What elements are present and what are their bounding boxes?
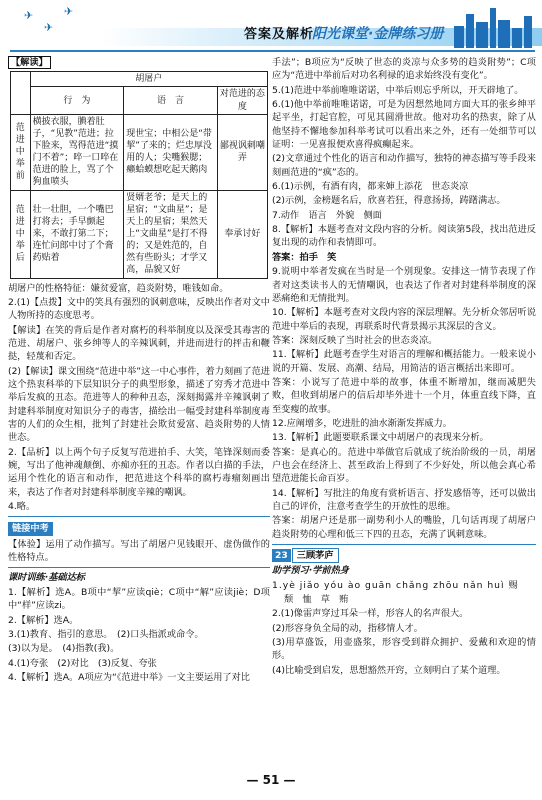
preview-label: 助学预习·学前热身 (272, 565, 349, 577)
text-paragraph: (2)示例，金榜题名后，欣喜若狂，得意扬扬，踌躇满志。 (272, 195, 506, 207)
text-paragraph: 3.(1)教育、指引的意思。 (2)口头指派或命令。 (8, 628, 204, 640)
table-row (11, 114, 268, 190)
text-paragraph: 手法”；B项应为“反映了世态的炎凉与众多势的趋炎附势”；C项应为“范进中举前后对功名利禄的追求始终没有变化”。 (272, 57, 536, 82)
section-divider (8, 516, 270, 517)
bird-icon: ✈ (64, 5, 74, 18)
text-paragraph: 5.(1)范进中举前唯唯诺诺，中举后则忘乎所以，开天辟地了。 (272, 84, 524, 96)
row-behavior: 壮一壮胆，一个嘴巴打将去；手早颤起来，不敢打第二下；连忙问郎中讨了个膏药贴着 (30, 190, 124, 278)
right-column (272, 56, 536, 678)
table-row (11, 190, 268, 278)
answer-text: 答案：拍手 笑 (272, 251, 337, 263)
text-paragraph: (3)用草盛饭，用壶盛浆，形容受到群众拥护、爱戴和欢迎的情形。 (272, 637, 536, 662)
row-speech: 现世宝；中相公是“带挈”了来的；烂忠厚没用的人；尖嘴猴腮；癞蛤蟆想吃起天鹅肉 (124, 114, 218, 190)
text-paragraph: 2.【解析】选A。 (8, 614, 79, 626)
text-paragraph: 2.(1)像雷声穿过耳朵一样，形容人的名声很大。 (272, 608, 469, 620)
header-title: 答案及解析 (244, 27, 315, 42)
text-paragraph: (3)以为是。 (4)指教(我)。 (8, 643, 120, 655)
row-label: 范进中举后 (11, 190, 31, 278)
answer-text: 答案：胡屠户还是那一副势利小人的嘴脸，几句话再现了胡屠户趋炎附势的心理和低三下四的丑态，充满了讽刺意味。 (272, 515, 536, 540)
link-exam-label: 链接中考 (8, 522, 53, 535)
lesson-number: 23 (272, 549, 291, 562)
section-divider (272, 544, 536, 545)
header-subtitle: 阳光课堂·金牌练习册 (312, 26, 444, 42)
section-divider (8, 567, 270, 568)
text-paragraph: (2)文章通过个性化的语言和动作描写，独特的神态描写等手段来刻画范进的“疯”态的。 (272, 153, 536, 178)
text-paragraph: 胡屠户的性格特征：嫌贫爱富，趋炎附势，唯钱如命。 (8, 282, 229, 294)
text-paragraph: (2)【解读】课文围绕“范进中举”这一中心事件，着力刻画了范进这个热衷科举的下层知识分子的典型形象，描述了穷秀才范进中举后发疯的丑态。范进等人的种种丑态，深刻揭露并辛辣讽刺了封建科举制度对知识分子的毒害，描绘出一幅受封建科举制度毒害的人们的众生相，批判了封建社会欺贫爱富、趋炎附势的人情世态。 (8, 365, 270, 444)
page-header (0, 0, 542, 50)
text-paragraph: 4.(1)夸张 (2)对比 (3)反复、夸张 (8, 657, 157, 669)
text-paragraph: (2)形容身负全局的动，指移情人才。 (272, 622, 423, 634)
text-paragraph: 13.【解析】此题要联系课文中胡屠户的表现来分析。 (272, 432, 489, 444)
text-paragraph: 12.应阐增多，吃进肚的油水渐渐发挥威力。 (272, 417, 452, 429)
table-corner (11, 72, 31, 114)
text-paragraph: 1.【解析】选A。B项中“挈”应读qiè；C项中“解”应读jiè；D项中“样”应读zi。 (8, 586, 270, 612)
text-paragraph: 8.【解析】本题考查对文段内容的分析。阅读第5段，找出范进反复出现的动作和表情即可。 (272, 224, 536, 249)
character-table (10, 71, 268, 278)
table-col-attitude: 对范进的态度 (217, 87, 267, 114)
text-paragraph: 7.动作 语言 外貌 侧面 (272, 209, 382, 221)
text-paragraph: 2.【品析】以上两个句子反复写范进拍手、大笑，笔锋深刻而委婉，写出了他神魂颠倒、亦痴亦狂的丑态。作者以白描的手法，运用个性化的语言和动作，把范进这个科举的腐朽毒瘤刻画出来，表达了作者对封建科举制度辛辣的嘲讽。 (8, 446, 270, 498)
interpret-tag: 【解读】 (8, 56, 51, 69)
page-number: — 51 — (246, 773, 296, 787)
city-skyline-icon (450, 4, 540, 48)
answer-text: 答案：是真心的。范进中举做官后就成了统治阶级的一员，胡屠户也会在经济上、甚至政治上得到了不少好处，所以他会真心希望范进能长命百岁。 (272, 446, 536, 485)
text-paragraph: 4.略。 (8, 501, 36, 513)
row-behavior: 横披衣服，腆着肚子，“见教”范进；拉下脸来，骂得范进“摸门不着”；啐一口啐在范进的脸上，骂了个狗血喷头 (30, 114, 124, 190)
row-label: 范进中举前 (11, 114, 31, 190)
table-col-speech: 语 言 (124, 87, 218, 114)
row-attitude: 鄙视讽刺嘲弄 (217, 114, 267, 190)
text-paragraph: 2.(1)【点拨】文中的笑具有强烈的讽刺意味，反映出作者对文中人物所持的态度思考。 (8, 296, 270, 322)
lesson-heading (272, 548, 536, 563)
left-column (8, 56, 270, 685)
text-paragraph: 11.【解析】此题考查学生对语言的理解和概括能力。一般来说小说的开篇、发展、高潮、结局，用简洁的语言概括出来即可。 (272, 349, 536, 374)
text-paragraph: 9.说明中举者发疯在当时是一个别现象。安排这一情节表现了作者对这类读书人的无情嘲讽，也表达了作者对封建科举制度的深恶痛绝和无情批判。 (272, 266, 536, 304)
text-paragraph: 【体验】运用了动作描写。写出了胡屠户见钱眼开、虚伪做作的性格特点。 (8, 538, 270, 564)
lesson-title: 三顾茅庐 (292, 548, 339, 563)
table-head-person: 胡屠户 (30, 72, 267, 87)
table-col-behavior: 行 为 (30, 87, 124, 114)
answer-text: 答案：深刻反映了当时社会的世态炎凉。 (272, 334, 438, 346)
row-speech: 贤婿老爷；是天上的星宿；“文曲星”；是天上的星宿；果然天上“文曲星”是打不得的；又是姓范的，自然有些盼头；才学又高，品貌又好 (124, 190, 218, 278)
bird-icon: ✈ (24, 9, 34, 22)
text-paragraph: 6.(1)示例，有酒有肉，都来婶上添花 世态炎凉 (272, 181, 469, 193)
text-paragraph: 6.(1)他中举前唯唯诺诺，可是为因想然地同方面大耳的张乡绅平起平坐，打起官腔，可见其圆滑世故。他对功名的热衷，除了从他坚持不懈地参加科举考试可以看出来之外，还有一处细节可以证明：一见喜报便欢喜得疯癫起来。 (272, 99, 536, 151)
bird-icon: ✈ (44, 21, 54, 34)
text-paragraph: (4)比喻受到启发，思想豁然开窍，立刻明白了某个道理。 (272, 664, 506, 676)
row-attitude: 奉承讨好 (217, 190, 267, 278)
answer-text: 答案：小说写了范进中举的故事，体重不断增加，继而减肥失败，但收到胡屠户的信后却毕外进十一个月，体重直线下降，直至变瘦的故事。 (272, 376, 536, 415)
text-paragraph: 【解读】在笑的背后是作者对腐朽的科举制度以及深受其毒害的范进、胡屠户、张乡绅等人的辛辣讽刺，并进而进行的抨击和鞭挞，轻蔑和否定。 (8, 324, 270, 363)
pinyin-line: 1.yè jiǎo yóu ào guān chǎng zhōu nǎn huì 赐 (272, 579, 519, 591)
text-paragraph: 10.【解析】本题考查对文段内容的深层理解。先分析众邻居听说范进中举后的表现，再联系时代背景揭示其深层的含义。 (272, 307, 536, 332)
practice-label: 课时训练·基础达标 (8, 572, 85, 584)
text-paragraph: 14.【解析】写批注的角度有赏析语言、抒发感悟等，还可以做出自己的评价，注意考查学生的开放性的思维。 (272, 487, 536, 512)
header-divider (10, 50, 535, 52)
text-paragraph: 4.【解析】选A。A项应为“《范进中举》一文主要运用了对比 (8, 671, 250, 683)
text-paragraph: 颓 恤 草 贿 (284, 594, 349, 606)
